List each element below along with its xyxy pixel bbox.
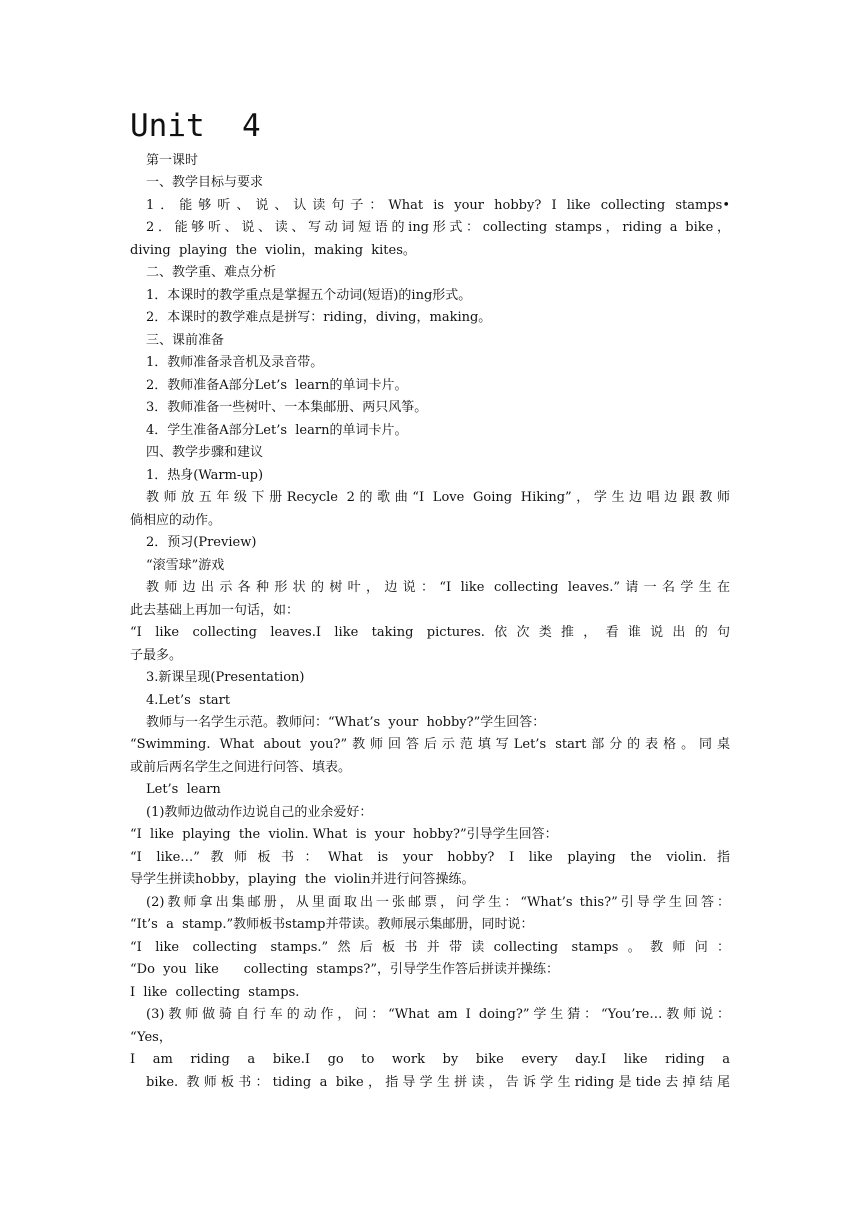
- page-title: Unit 4: [130, 108, 261, 144]
- text-line-content: 4.Let’s start: [146, 692, 231, 708]
- text-line-content: (3)教师做骑自行车的动作，问：“What am I doing?”学生猜：“You’re…教师说：: [146, 1007, 730, 1023]
- text-line: [0, 217, 860, 239]
- text-line-content: “I like playing the violin. What is your hobby?”引导学生回答：: [130, 827, 558, 843]
- text-line-content: 4．学生准备A部分Let’s learn的单词卡片。: [146, 422, 408, 438]
- text-line-content: 3．教师准备一些树叶、一本集邮册、两只风筝。: [146, 400, 428, 416]
- text-line-content: 二、教学重、难点分析: [146, 265, 277, 281]
- text-line: [0, 262, 860, 284]
- text-line-content: “I like collecting leaves.I like taking pictures.依次类推，看谁说出的句: [130, 625, 730, 641]
- text-line-content: “Yes，: [130, 1029, 172, 1045]
- text-line: [0, 667, 860, 689]
- text-line-content: 2．本课时的教学难点是拼写：riding，diving，making。: [146, 310, 492, 326]
- text-line: [0, 734, 860, 756]
- text-line-content: “I like collecting stamps.”然后板书并带读collecting stamps。教师问：: [130, 939, 730, 955]
- text-line: [0, 1072, 860, 1094]
- text-line-content: 3.新课呈现(Presentation): [146, 670, 305, 686]
- text-line-content: “I like…”教师板书：What is your hobby? I like playing the violin.指: [130, 849, 730, 865]
- text-line: [0, 150, 860, 172]
- text-line-content: 三、课前准备: [146, 332, 225, 348]
- text-line: [0, 307, 860, 329]
- text-line-content: 教师放五年级下册Recycle 2的歌曲“I Love Going Hiking”，学生边唱边跟教师: [146, 490, 730, 506]
- text-line: [0, 510, 860, 532]
- text-line: [0, 600, 860, 622]
- text-line-content: 2．教师准备A部分Let’s learn的单词卡片。: [146, 377, 408, 393]
- text-line-content: 教师与一名学生示范。教师问：“What’s your hobby?”学生回答：: [146, 715, 546, 730]
- text-line: [0, 375, 860, 397]
- text-line-content: “Do you like collecting stamps?”，引导学生作答后拼读并操练：: [130, 962, 559, 978]
- text-line: [0, 1004, 860, 1026]
- text-line: [0, 555, 860, 577]
- text-line: [0, 172, 860, 194]
- text-line: [0, 240, 860, 262]
- text-line: [0, 802, 860, 824]
- text-line: [0, 465, 860, 487]
- text-line: [0, 892, 860, 914]
- text-line-content: “Swimming. What about you?”教师回答后示范填写Let’s start部分的表格。同桌: [130, 737, 730, 753]
- text-line: [0, 285, 860, 307]
- text-line: [0, 982, 860, 1004]
- text-line: [0, 937, 860, 959]
- text-line: [0, 1049, 860, 1071]
- text-line: [0, 712, 860, 734]
- text-line-content: 倘相应的动作。: [130, 512, 222, 528]
- text-line: [0, 397, 860, 419]
- text-line-content: I am riding a bike.I go to work by bike every day.I like riding a: [130, 1052, 730, 1068]
- text-line: [0, 690, 860, 712]
- text-line-content: 1．热身(Warm-up): [146, 467, 264, 483]
- text-line: [0, 420, 860, 442]
- text-line: [0, 487, 860, 509]
- text-line-content: bike. 教师板书：tiding a bike，指导学生拼读，告诉学生riding是tide去掉结尾: [146, 1074, 730, 1090]
- text-line: [0, 352, 860, 374]
- text-line-content: “滚雪球”游戏: [146, 557, 225, 573]
- text-line: [0, 757, 860, 779]
- text-line-content: Let’s learn: [146, 782, 221, 798]
- text-line-content: 或前后两名学生之间进行问答、填表。: [130, 759, 352, 775]
- text-line-content: 2．预习(Preview): [146, 535, 257, 551]
- text-line: [0, 622, 860, 644]
- text-line: [0, 914, 860, 936]
- text-line-content: 子最多。: [130, 647, 183, 663]
- text-line: [0, 577, 860, 599]
- text-line-content: diving playing the violin，making kites。: [130, 242, 416, 258]
- text-line: [0, 824, 860, 846]
- text-line: [0, 645, 860, 667]
- text-line: [0, 869, 860, 891]
- text-line-content: 第一课时: [146, 153, 199, 168]
- text-line: [0, 1027, 860, 1049]
- text-line-content: 教师边出示各种形状的树叶，边说：“I like collecting leaves.”请一名学生在: [146, 580, 730, 596]
- text-line-content: “It’s a stamp.”教师板书stamp并带读。教师展示集邮册，同时说：: [130, 917, 534, 933]
- text-line-content: 导学生拼读hobby，playing the violin并进行问答操练。: [130, 872, 475, 888]
- text-line-content: 一、教学目标与要求: [146, 175, 264, 191]
- text-line-content: (2)教师拿出集邮册，从里面取出一张邮票，问学生：“What’s this?”引导学生回答：: [146, 894, 730, 910]
- text-line: [0, 779, 860, 801]
- text-line-content: 1．本课时的教学重点是掌握五个动词(短语)的ing形式。: [146, 287, 472, 303]
- text-line-content: 2．能够听、说、读、写动词短语的ing形式：collecting stamps，riding a bike，: [146, 220, 730, 236]
- text-line: [0, 847, 860, 869]
- text-line-content: I like collecting stamps.: [130, 984, 300, 1000]
- text-line-content: (1)教师边做动作边说自己的业余爱好：: [146, 804, 373, 820]
- text-line: [0, 532, 860, 554]
- text-line-content: 1．教师准备录音机及录音带。: [146, 355, 324, 371]
- text-line: [0, 959, 860, 981]
- text-line: [0, 442, 860, 464]
- text-line-content: 四、教学步骤和建议: [146, 445, 264, 461]
- text-line: [0, 195, 860, 217]
- text-line-content: 此去基础上再加一句话，如：: [130, 602, 300, 618]
- text-line-content: 1．能够听、说、认读句子：What is your hobby? I like collecting stamps•: [146, 197, 730, 213]
- text-line: [0, 330, 860, 352]
